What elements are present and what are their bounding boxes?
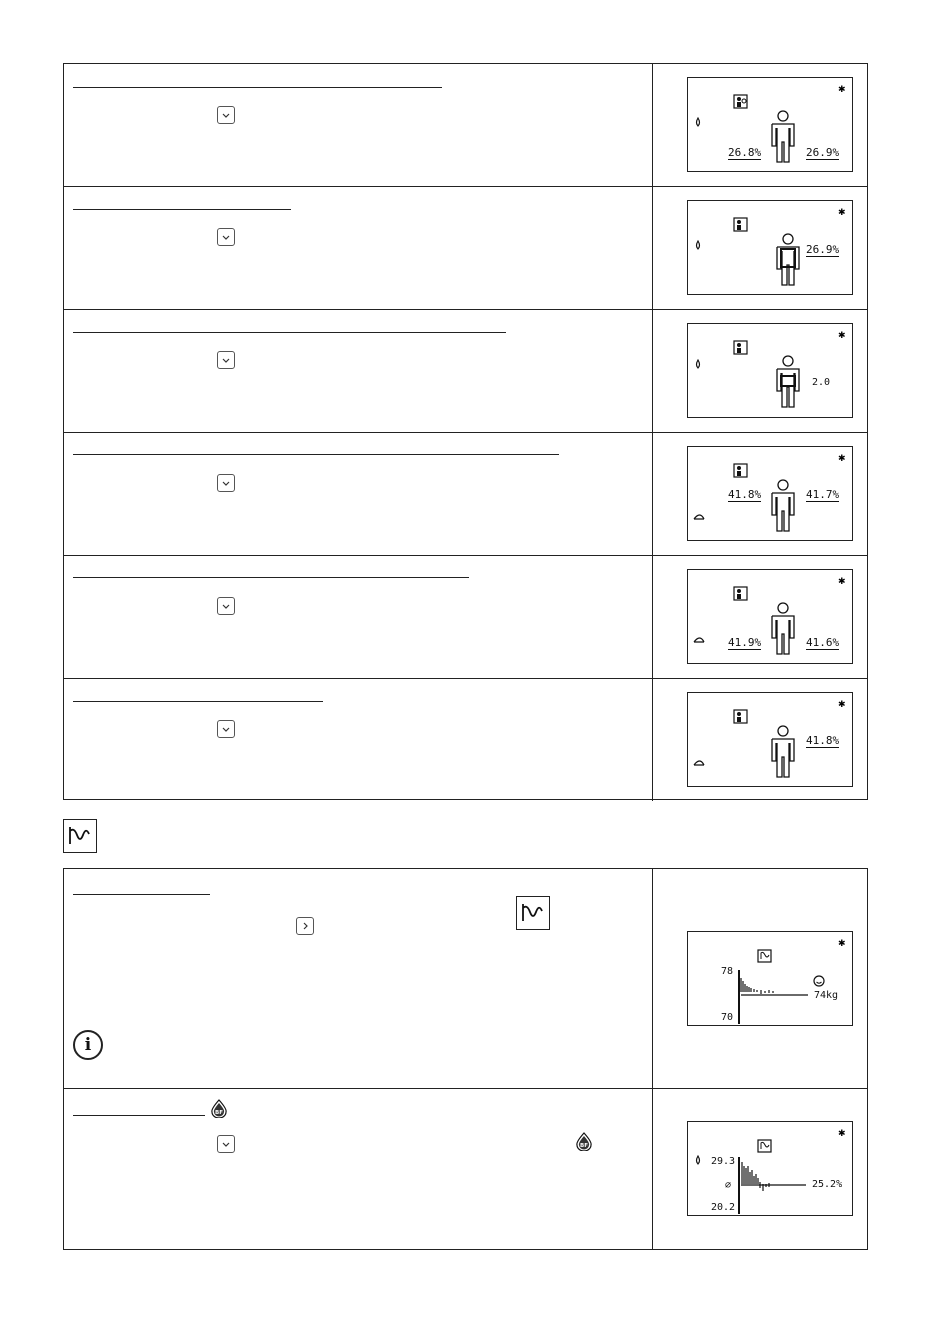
down-key [217, 1135, 235, 1153]
trend-key-icon [516, 896, 550, 930]
right-value: 41.7% [806, 488, 840, 501]
heading-line [73, 454, 559, 455]
down-key [217, 474, 235, 492]
heading-line [73, 577, 469, 578]
weight-trend-graph [688, 932, 852, 1025]
table-row [64, 310, 867, 433]
lcd-display [687, 77, 853, 172]
upper-table [63, 63, 868, 800]
down-key [217, 597, 235, 615]
table-row [64, 679, 867, 801]
smiley-icon [814, 976, 824, 986]
lcd-display [687, 446, 853, 541]
down-key [217, 720, 235, 738]
body-fat-drop-icon [209, 1098, 229, 1118]
table-row [64, 1089, 867, 1249]
svg-text:BF: BF [215, 1110, 223, 1116]
svg-text:BF: BF [580, 1143, 588, 1149]
chevron-down-icon [218, 229, 234, 245]
axis-bottom: 70 [721, 1012, 734, 1023]
display-cell [652, 1089, 867, 1249]
bluetooth-icon: ✱ [838, 939, 846, 949]
right-key [296, 917, 314, 935]
right-value: 41.8% [806, 734, 840, 747]
bluetooth-icon: ✱ [838, 454, 846, 464]
lcd-display [687, 1121, 853, 1216]
lcd-display [687, 569, 853, 664]
display-cell [652, 679, 867, 801]
muscle-icon [694, 761, 704, 765]
display-cell [652, 556, 867, 678]
lcd-display [687, 931, 853, 1026]
chevron-down-icon [218, 352, 234, 368]
trend-graph-icon [64, 820, 95, 851]
trend-section-icon [63, 819, 97, 853]
table-row [64, 433, 867, 556]
left-value: 41.8% [728, 488, 762, 501]
chevron-down-icon [218, 598, 234, 614]
info-icon: i [73, 1030, 103, 1060]
body-segment-icon [688, 324, 852, 417]
right-value: 26.9% [806, 146, 840, 159]
left-value: 41.9% [728, 636, 762, 649]
lcd-display [687, 200, 853, 295]
lcd-display [687, 692, 853, 787]
body-fat-drop-icon [574, 1131, 594, 1151]
lower-table [63, 868, 868, 1250]
down-key [217, 228, 235, 246]
heading-line [73, 87, 442, 88]
bluetooth-icon: ✱ [838, 700, 846, 710]
bluetooth-icon: ✱ [838, 85, 846, 95]
heading-line [73, 209, 291, 210]
average-symbol: ⌀ [725, 1180, 732, 1191]
chevron-down-icon [218, 475, 234, 491]
table-row [64, 869, 867, 1089]
chevron-down-icon [218, 721, 234, 737]
trend-graph-icon [517, 897, 548, 928]
heading-line [73, 1115, 205, 1116]
display-cell [652, 433, 867, 555]
muscle-icon [694, 515, 704, 519]
bluetooth-icon: ✱ [838, 577, 846, 587]
bluetooth-icon: ✱ [838, 208, 846, 218]
display-cell [652, 310, 867, 432]
heading-line [73, 894, 210, 895]
weight-value: 74kg [814, 990, 839, 1001]
axis-top: 29.3 [711, 1156, 736, 1167]
down-key [217, 351, 235, 369]
left-value: 26.8% [728, 146, 762, 159]
bluetooth-icon: ✱ [838, 331, 846, 341]
display-cell [652, 869, 867, 1088]
heading-line [73, 701, 323, 702]
table-row [64, 187, 867, 310]
bluetooth-icon: ✱ [838, 1129, 846, 1139]
display-cell [652, 64, 867, 186]
chevron-right-icon [297, 918, 313, 934]
heading-line [73, 332, 506, 333]
right-value: 26.9% [806, 243, 840, 256]
fat-value: 25.2% [812, 1179, 843, 1190]
lcd-display [687, 323, 853, 418]
table-row [64, 64, 867, 187]
center-value: 2.0 [812, 377, 831, 388]
axis-bottom: 20.2 [711, 1202, 736, 1213]
muscle-icon [694, 638, 704, 642]
axis-top: 78 [721, 966, 734, 977]
display-cell [652, 187, 867, 309]
down-key [217, 106, 235, 124]
table-row [64, 556, 867, 679]
right-value: 41.6% [806, 636, 840, 649]
chevron-down-icon [218, 107, 234, 123]
chevron-down-icon [218, 1136, 234, 1152]
